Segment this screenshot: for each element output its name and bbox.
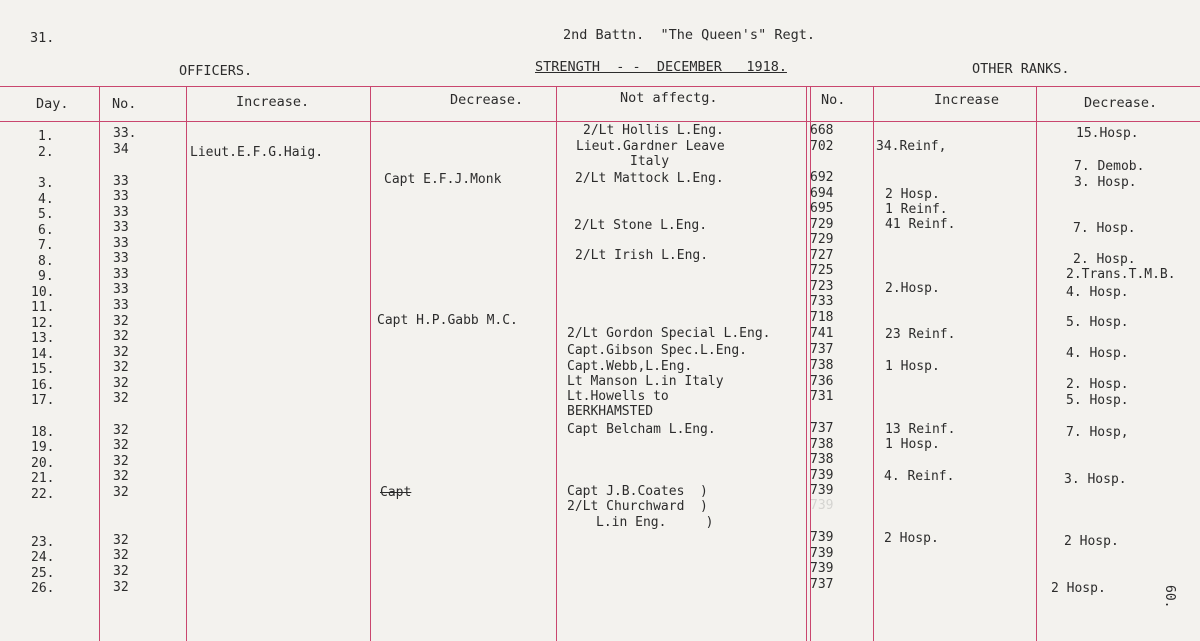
not-affected-entry: 2/Lt Stone L.Eng.: [574, 218, 708, 233]
officer-number-cell: 32: [113, 469, 129, 484]
other-ranks-increase-entry: 4. Reinf.: [884, 469, 955, 484]
other-ranks-number-cell: 739: [810, 498, 834, 513]
other-ranks-label: OTHER RANKS.: [972, 61, 1070, 77]
column-header-no: No.: [112, 96, 137, 112]
day-cell: 2.: [38, 145, 54, 160]
other-ranks-number-cell: 729: [810, 217, 834, 232]
day-cell: 26.: [31, 581, 55, 596]
day-cell: 22.: [31, 487, 55, 502]
strength-label: STRENGTH - - DECEMBER 1918.: [535, 59, 787, 75]
other-ranks-number-cell: 737: [810, 421, 834, 436]
day-cell: 14.: [31, 347, 55, 362]
other-ranks-number-cell: 694: [810, 186, 834, 201]
officer-number-cell: 32: [113, 533, 129, 548]
other-ranks-increase-entry: 13 Reinf.: [885, 422, 956, 437]
day-cell: 15.: [31, 362, 55, 377]
not-affected-entry: BERKHAMSTED: [567, 404, 654, 419]
officer-number-cell: 32: [113, 438, 129, 453]
other-ranks-number-cell: 739: [810, 546, 834, 561]
not-affected-entry: Capt.Webb,L.Eng.: [567, 359, 693, 374]
column-header-or-no: No.: [821, 92, 846, 108]
other-ranks-increase-entry: 1 Hosp.: [885, 359, 940, 374]
day-cell: 25.: [31, 566, 55, 581]
officer-number-cell: 32: [113, 454, 129, 469]
other-ranks-number-cell: 727: [810, 248, 834, 263]
other-ranks-number-cell: 668: [810, 123, 834, 138]
day-cell: 10.: [31, 285, 55, 300]
other-ranks-number-cell: 736: [810, 374, 834, 389]
day-cell: 11.: [31, 300, 55, 315]
officer-decrease-entry-struck: Capt: [380, 485, 412, 500]
officer-number-cell: 32: [113, 360, 129, 375]
other-ranks-number-cell: 723: [810, 279, 834, 294]
officer-number-cell: 33: [113, 205, 129, 220]
column-header-day: Day.: [36, 96, 69, 112]
header-rule-top: [0, 86, 1200, 87]
column-rule: [806, 86, 807, 641]
other-ranks-decrease-entry: 2 Hosp.: [1051, 581, 1106, 596]
other-ranks-number-cell: 692: [810, 170, 834, 185]
officer-number-cell: 32: [113, 564, 129, 579]
day-cell: 16.: [31, 378, 55, 393]
other-ranks-decrease-entry: 4. Hosp.: [1066, 285, 1129, 300]
not-affected-entry: 2/Lt Irish L.Eng.: [575, 248, 709, 263]
other-ranks-increase-entry: 2 Hosp.: [884, 531, 939, 546]
officer-number-cell: 32: [113, 345, 129, 360]
other-ranks-number-cell: 739: [810, 483, 834, 498]
day-cell: 12.: [31, 316, 55, 331]
day-cell: 8.: [38, 254, 54, 269]
other-ranks-increase-entry: 1 Reinf.: [885, 202, 948, 217]
column-rule: [1036, 86, 1037, 641]
header-rule-bottom: [0, 121, 1200, 122]
day-cell: 4.: [38, 192, 54, 207]
officer-decrease-entry: Capt H.P.Gabb M.C.: [377, 313, 518, 328]
not-affected-entry: Lieut.Gardner Leave: [576, 139, 725, 154]
not-affected-entry: 2/Lt Gordon Special L.Eng.: [567, 326, 771, 341]
day-cell: 6.: [38, 223, 54, 238]
other-ranks-number-cell: 738: [810, 358, 834, 373]
officer-increase-entry: Lieut.E.F.G.Haig.: [190, 145, 324, 160]
officer-decrease-entry: Capt E.F.J.Monk: [384, 172, 502, 187]
other-ranks-increase-entry: 41 Reinf.: [885, 217, 956, 232]
officer-number-cell: 33: [113, 298, 129, 313]
other-ranks-increase-entry: 23 Reinf.: [885, 327, 956, 342]
other-ranks-decrease-entry: 3. Hosp.: [1074, 175, 1137, 190]
day-cell: 7.: [38, 238, 54, 253]
column-header-decrease: Decrease.: [450, 92, 524, 108]
officer-number-cell: 32: [113, 314, 129, 329]
day-cell: 19.: [31, 440, 55, 455]
other-ranks-number-cell: 739: [810, 530, 834, 545]
other-ranks-number-cell: 739: [810, 468, 834, 483]
column-header-or-decrease: Decrease.: [1084, 95, 1158, 111]
not-affected-entry: Capt.Gibson Spec.L.Eng.: [567, 343, 748, 358]
other-ranks-number-cell: 737: [810, 577, 834, 592]
other-ranks-number-cell: 702: [810, 139, 834, 154]
day-cell: 20.: [31, 456, 55, 471]
not-affected-entry: Capt Belcham L.Eng.: [567, 422, 716, 437]
day-cell: 17.: [31, 393, 55, 408]
officer-number-cell: 34: [113, 142, 129, 157]
other-ranks-number-cell: 725: [810, 263, 834, 278]
other-ranks-number-cell: 739: [810, 561, 834, 576]
officer-number-cell: 32: [113, 376, 129, 391]
other-ranks-number-cell: 738: [810, 437, 834, 452]
other-ranks-number-cell: 729: [810, 232, 834, 247]
day-cell: 18.: [31, 425, 55, 440]
column-header-increase: Increase.: [236, 94, 310, 110]
officer-number-cell: 33: [113, 220, 129, 235]
other-ranks-increase-entry: 1 Hosp.: [885, 437, 940, 452]
officer-number-cell: 32: [113, 580, 129, 595]
other-ranks-number-cell: 731: [810, 389, 834, 404]
other-ranks-increase-entry: 2 Hosp.: [885, 187, 940, 202]
other-ranks-number-cell: 738: [810, 452, 834, 467]
other-ranks-decrease-entry: 4. Hosp.: [1066, 346, 1129, 361]
column-rule: [99, 86, 100, 641]
not-affected-entry: Lt Manson L.in Italy: [567, 374, 724, 389]
other-ranks-number-cell: 733: [810, 294, 834, 309]
other-ranks-increase-entry: 2.Hosp.: [885, 281, 940, 296]
column-header-not-affected: Not affectg.: [620, 90, 718, 106]
day-cell: 5.: [38, 207, 54, 222]
officer-number-cell: 32: [113, 548, 129, 563]
officer-number-cell: 33: [113, 267, 129, 282]
other-ranks-number-cell: 741: [810, 326, 834, 341]
column-header-or-increase: Increase: [934, 92, 1000, 108]
other-ranks-decrease-entry: 2. Hosp.: [1066, 377, 1129, 392]
column-rule: [186, 86, 187, 641]
officer-number-cell: 33: [113, 189, 129, 204]
officer-number-cell: 33: [113, 251, 129, 266]
not-affected-entry: Italy: [630, 154, 670, 169]
officer-number-cell: 33: [113, 174, 129, 189]
not-affected-entry: Capt J.B.Coates ): [567, 484, 708, 499]
other-ranks-increase-entry: 34.Reinf,: [876, 139, 947, 154]
officer-number-cell: 33.: [113, 126, 137, 141]
officer-number-cell: 33: [113, 236, 129, 251]
other-ranks-decrease-entry: 7. Demob.: [1074, 159, 1145, 174]
other-ranks-decrease-entry: 2.Trans.T.M.B.: [1066, 267, 1176, 282]
page-title: 2nd Battn. "The Queen's" Regt.: [563, 27, 815, 43]
officers-label: OFFICERS.: [179, 63, 253, 79]
other-ranks-decrease-entry: 7. Hosp,: [1066, 425, 1129, 440]
officer-number-cell: 32: [113, 391, 129, 406]
day-cell: 21.: [31, 471, 55, 486]
column-rule: [556, 86, 557, 641]
other-ranks-decrease-entry: 5. Hosp.: [1066, 315, 1129, 330]
not-affected-entry: Lt.Howells to: [567, 389, 669, 404]
officer-number-cell: 32: [113, 329, 129, 344]
other-ranks-decrease-entry: 2 Hosp.: [1064, 534, 1119, 549]
day-cell: 9.: [38, 269, 54, 284]
day-cell: 1.: [38, 129, 54, 144]
margin-page-number: 60.: [1162, 585, 1177, 609]
not-affected-entry: L.in Eng. ): [596, 515, 714, 530]
other-ranks-decrease-entry: 3. Hosp.: [1064, 472, 1127, 487]
other-ranks-decrease-entry: 5. Hosp.: [1066, 393, 1129, 408]
other-ranks-number-cell: 737: [810, 342, 834, 357]
other-ranks-decrease-entry: 2. Hosp.: [1073, 252, 1136, 267]
other-ranks-decrease-entry: 7. Hosp.: [1073, 221, 1136, 236]
day-cell: 13.: [31, 331, 55, 346]
other-ranks-number-cell: 718: [810, 310, 834, 325]
other-ranks-decrease-entry: 15.Hosp.: [1076, 126, 1139, 141]
page-number: 31.: [30, 30, 55, 46]
day-cell: 23.: [31, 535, 55, 550]
officer-number-cell: 33: [113, 282, 129, 297]
not-affected-entry: 2/Lt Hollis L.Eng.: [583, 123, 724, 138]
officer-number-cell: 32: [113, 485, 129, 500]
column-rule: [370, 86, 371, 641]
not-affected-entry: 2/Lt Mattock L.Eng.: [575, 171, 724, 186]
day-cell: 24.: [31, 550, 55, 565]
day-cell: 3.: [38, 176, 54, 191]
officer-number-cell: 32: [113, 423, 129, 438]
other-ranks-number-cell: 695: [810, 201, 834, 216]
column-rule: [873, 86, 874, 641]
not-affected-entry: 2/Lt Churchward ): [567, 499, 708, 514]
